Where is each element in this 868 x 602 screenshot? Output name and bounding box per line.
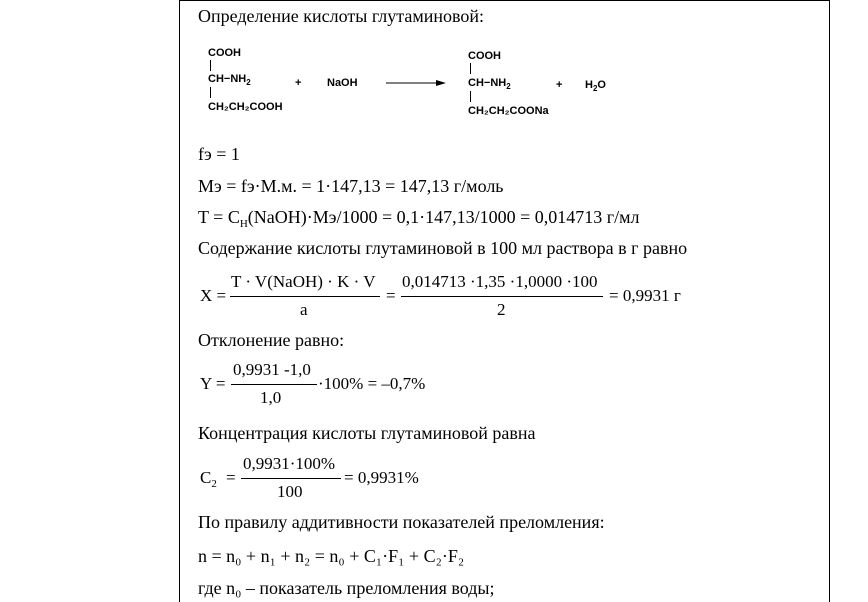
left-bond-bottom: [210, 87, 211, 98]
n-equation-line: n = n₀ + n₁ + n₂ = n₀ + C₁·F₁ + C₂·F₂: [198, 546, 465, 566]
y-lhs: Y =: [200, 374, 226, 393]
additivity-line: По правилу аддитивности показателей преломления:: [198, 512, 605, 532]
x-denominator-2: 2: [497, 300, 506, 319]
y-denominator: 1,0: [260, 388, 282, 407]
x-fraction-bar-2: [401, 296, 603, 297]
deviation-line: Отклонение равно:: [198, 330, 345, 350]
x-numerator-1: T · V(NaOH) · K · V: [231, 272, 376, 291]
c2-numerator: 0,9931·100%: [243, 454, 336, 473]
right-ch-nh2: $CH-NH_2$: [468, 77, 511, 91]
water-product: $H_2O$: [585, 79, 606, 93]
c2-result: = 0,9931%: [344, 468, 419, 487]
content-line: Содержание кислоты глутаминовой в 100 мл раствора в г равно: [198, 238, 688, 258]
titre-line: $T = C_Н(NaOH)\cdot Mэ/1000 = 0,1\cdot 147,13/1000 = 0,014713$ г/мл: [198, 207, 640, 230]
x-denominator-1: a: [300, 300, 308, 319]
reagent-naoh: NaOH: [327, 77, 358, 89]
plus-sign-1: +: [295, 77, 302, 89]
heading: Определение кислоты глутаминовой:: [198, 6, 485, 26]
x-numerator-2: 0,014713 ·1,35 ·1,0000 ·100: [402, 272, 598, 291]
concentration-line: Концентрация кислоты глутаминовой равна: [198, 423, 536, 443]
x-fraction-bar-1: [230, 296, 380, 297]
where-line: где n₀ – показатель преломления воды;: [198, 578, 495, 598]
left-ch-nh2: $CH-NH_2$: [208, 73, 251, 87]
y-result: ·100% = –0,7%: [318, 374, 426, 393]
c2-denominator: 100: [277, 482, 303, 501]
reaction-arrow-icon: [386, 78, 446, 88]
y-fraction-bar: [231, 384, 317, 385]
c2-equals: =: [226, 468, 236, 487]
x-equals: =: [386, 286, 396, 305]
right-bond-bottom: [470, 91, 471, 102]
right-side-chain: CH₂CH₂COONa: [468, 105, 549, 117]
plus-sign-2: +: [556, 79, 563, 91]
right-bond-top: [470, 63, 471, 74]
c2-lhs: $C_2$: [200, 468, 217, 490]
left-cooh: COOH: [208, 47, 241, 59]
fe-line: fэ = 1: [198, 144, 240, 164]
c2-fraction-bar: [241, 478, 341, 479]
x-result: = 0,9931 г: [609, 286, 681, 305]
left-bond-top: [210, 60, 211, 71]
me-line: Mэ = fэ·M.м. = 1·147,13 = 147,13 г/моль: [198, 176, 504, 196]
x-lhs: X =: [200, 286, 227, 305]
right-cooh: COOH: [468, 50, 501, 62]
y-numerator: 0,9931 -1,0: [233, 360, 311, 379]
left-side-chain: CH₂CH₂COOH: [208, 101, 283, 113]
